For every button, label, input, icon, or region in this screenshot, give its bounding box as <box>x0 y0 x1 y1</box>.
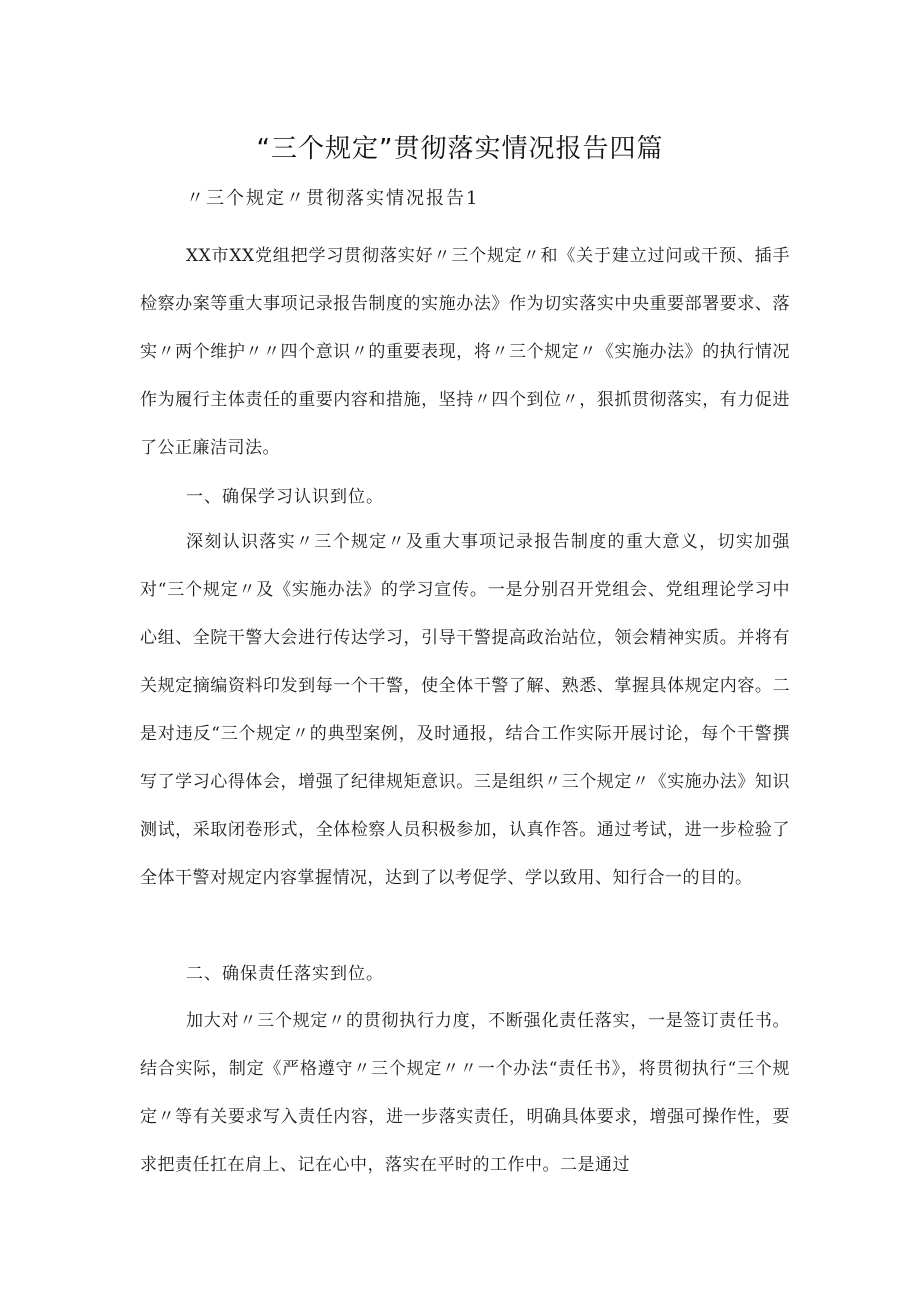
section-2-paragraph: 加大对〃三个规定〃的贯彻执行力度，不断强化责任落实，一是签订责任书。结合实际，制定《严格遵守〃三个规定〃〃一个办法“责任书》，将贯彻执行“三个规定〃等有关要求写入责任内容，进一步落实责任，明确具体要求，增强可操作性，要求把责任扛在肩上、记在心中，落实在平时的工作中。二是通过 <box>140 1011 790 1175</box>
section-1-paragraph: 深刻认识落实〃三个规定〃及重大事项记录报告制度的重大意义，切实加强对“三个规定〃及《实施办法》的学习宣传。一是分别召开党组会、党组理论学习中心组、全院干警大会进行传达学习，引导干警提高政治站位，领会精神实质。并将有关规定摘编资料印发到每一个干警，使全体干警了解、熟悉、掌握具体规定内容。二是对违反“三个规定〃的典型案例，及时通报，结合工作实际开展讨论，每个干警撰写了学习心得体会，增强了纪律规矩意识。三是组织〃三个规定〃《实施办法》知识测试，采取闭卷形式，全体检察人员积极参加，认真作答。通过考试，进一步检验了全体干警对规定内容掌握情况，达到了以考促学、学以致用、知行合一的目的。 <box>140 532 790 888</box>
intro-paragraph: XX市XX党组把学习贯彻落实好〃三个规定〃和《关于建立过问或干预、插手检察办案等重大事项记录报告制度的实施办法》作为切实落实中央重要部署要求、落实〃两个维护〃〃四个意识〃的重要表现，将〃三个规定〃《实施办法》的执行情况作为履行主体责任的重要内容和措施，坚持〃四个到位〃，狠抓贯彻落实，有力促进了公正廉洁司法。 <box>140 246 790 458</box>
section-heading-2: 二、确保责任落实到位。 <box>186 964 384 984</box>
section-heading-1: 一、确保学习认识到位。 <box>186 487 384 507</box>
document-title: “三个规定”贯彻落实情况报告四篇 <box>256 134 664 164</box>
report-subtitle: 〃三个规定〃贯彻落实情况报告1 <box>186 188 480 209</box>
